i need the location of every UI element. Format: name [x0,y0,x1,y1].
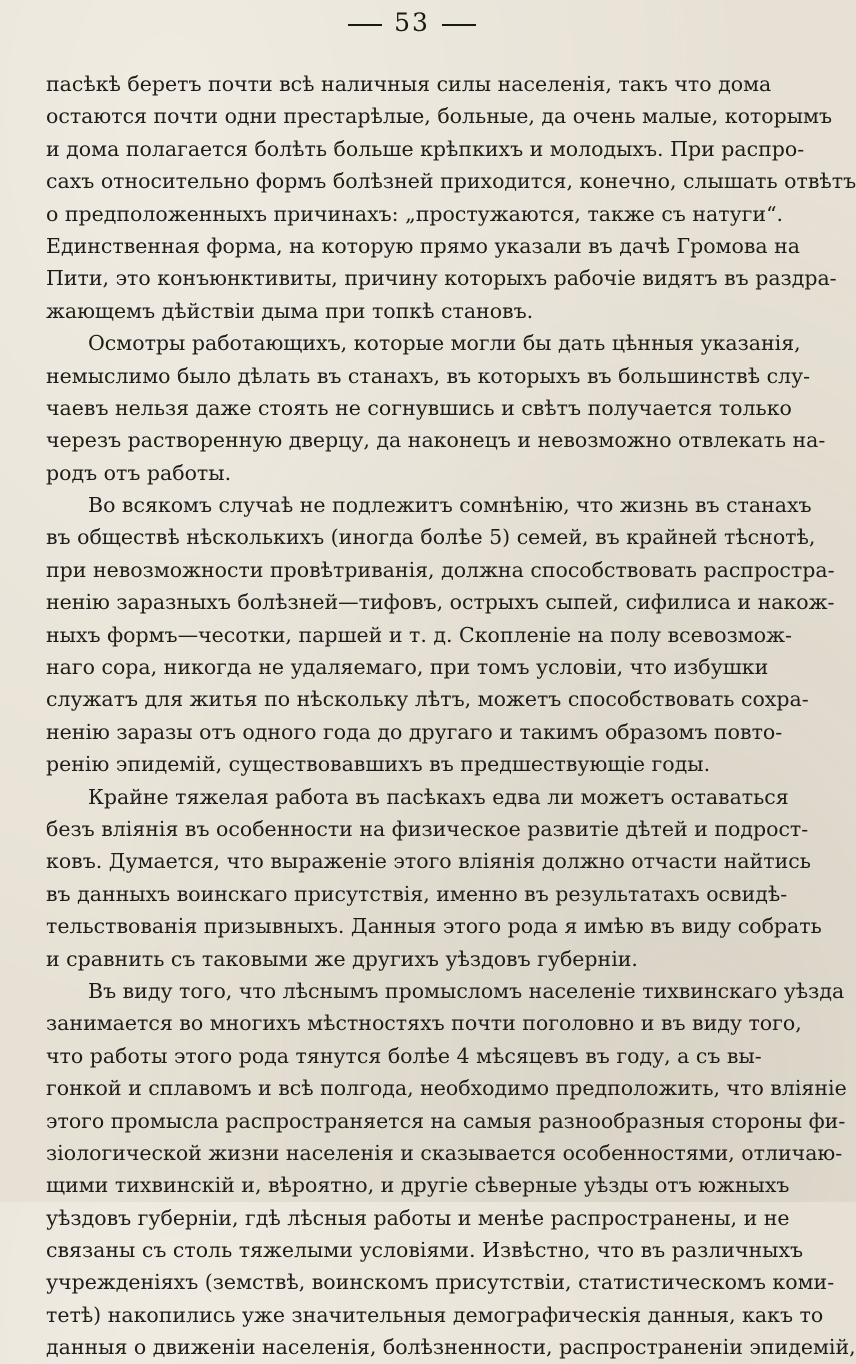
text-line: Въ виду того, что лѣснымъ промысломъ населеніе тихвинскаго уѣзда [88,978,845,1003]
text-line: чаевъ нельзя даже стоять не согнувшись и свѣтъ получается только [46,395,792,420]
body-text [46,68,856,1364]
text-line: родъ отъ работы. [46,460,232,485]
paragraph [46,68,856,327]
text-line: учрежденіяхъ (земствѣ, воинскомъ присутствіи, статистическомъ коми- [46,1270,835,1295]
text-line: и дома полагается болѣть больше крѣпкихъ и молодыхъ. При распро- [46,136,805,161]
text-line: связаны съ столь тяжелыми условіями. Извѣстно, что въ различныхъ [46,1238,804,1263]
paragraph [46,489,835,781]
text-line: безъ вліянія въ особенности на физическое развитіе дѣтей и подрост- [46,816,809,841]
header-dash-left [348,24,382,26]
text-line: что работы этого рода тянутся болѣе 4 мѣсяцевъ въ году, а съ вы- [46,1043,762,1068]
text-line: жающемъ дѣйствіи дыма при топкѣ становъ. [46,298,534,323]
text-line: ныхъ формъ—чесотки, паршей и т. д. Скопленіе на полу всевозмож- [46,622,792,647]
text-line: остаются почти одни престарѣлые, больные, да очень малые, которымъ [46,104,833,129]
text-line: ренію эпидемій, существовавшихъ въ предшествующіе годы. [46,752,711,777]
header-dash-right [442,24,476,26]
page-number: 53 [394,8,430,37]
paragraph [46,975,856,1364]
text-line: данныя о движеніи населенія, болѣзненности, распространеніи эпидемій, [46,1335,856,1360]
text-line: ненію заразныхъ болѣзней—тифовъ, острыхъ сыпей, сифилиса и накож- [46,590,835,615]
text-line: Во всякомъ случаѣ не подлежитъ сомнѣнію, что жизнь въ станахъ [88,493,812,518]
text-line: тельствованія призывныхъ. Данныя этого рода я имѣю въ виду собрать [46,914,822,939]
text-line: ковъ. Думается, что выраженіе этого вліянія должно отчасти найтись [46,849,811,874]
text-line: въ обществѣ нѣсколькихъ (иногда болѣе 5) семей, въ крайней тѣснотѣ, [46,525,816,550]
text-line: и сравнить съ таковыми же другихъ уѣздовъ губерніи. [46,946,638,971]
text-line: щими тихвинскій и, вѣроятно, и другіе сѣверные уѣзды отъ южныхъ [46,1173,790,1198]
text-line: черезъ растворенную дверцу, да наконецъ и невозможно отвлекать на- [46,428,826,453]
text-line: наго сора, никогда не удаляемаго, при томъ условіи, что избушки [46,655,769,680]
text-line: немыслимо было дѣлать въ станахъ, въ которыхъ въ большинствѣ слу- [46,363,811,388]
text-line: Крайне тяжелая работа въ пасѣкахъ едва ли можетъ оставаться [88,784,789,809]
text-line: Единственная форма, на которую прямо указали въ дачѣ Громова на [46,233,800,258]
text-line: ненію заразы отъ одного года до другаго и такимъ образомъ повто- [46,719,783,744]
text-line: Пити, это конъюнктивиты, причину которыхъ рабочіе видятъ въ раздра- [46,266,837,291]
text-line: при невозможности провѣтриванія, должна способствовать распростра- [46,557,835,582]
page-header [0,8,824,37]
paragraph [46,327,826,489]
text-line: тетѣ) накопились уже значительныя демографическія данныя, какъ то [46,1302,824,1327]
text-line: сахъ относительно формъ болѣзней приходится, конечно, слышать отвѣтъ [46,169,856,194]
text-line: занимается во многихъ мѣстностяхъ почти поголовно и въ виду того, [46,1011,802,1036]
text-line: зіологической жизни населенія и сказывается особенностями, отличаю- [46,1140,843,1165]
text-line: о предположенныхъ причинахъ: „простужаются, также съ натуги“. [46,201,784,226]
text-line: Осмотры работающихъ, которые могли бы дать цѣнныя указанія, [88,331,801,356]
text-line: служатъ для житья по нѣскольку лѣтъ, можетъ способствовать сохра- [46,687,809,712]
text-line: этого промысла распространяется на самыя разнообразныя стороны фи- [46,1108,846,1133]
text-line: уѣздовъ губерніи, гдѣ лѣсныя работы и менѣе распространены, и не [46,1205,790,1230]
text-line: въ данныхъ воинскаго присутствія, именно въ результатахъ освидѣ- [46,881,788,906]
text-line: пасѣкѣ беретъ почти всѣ наличныя силы населенія, такъ что дома [46,72,772,96]
paragraph [46,781,822,975]
text-line: гонкой и сплавомъ и всѣ полгода, необходимо предположить, что вліяніе [46,1076,847,1101]
